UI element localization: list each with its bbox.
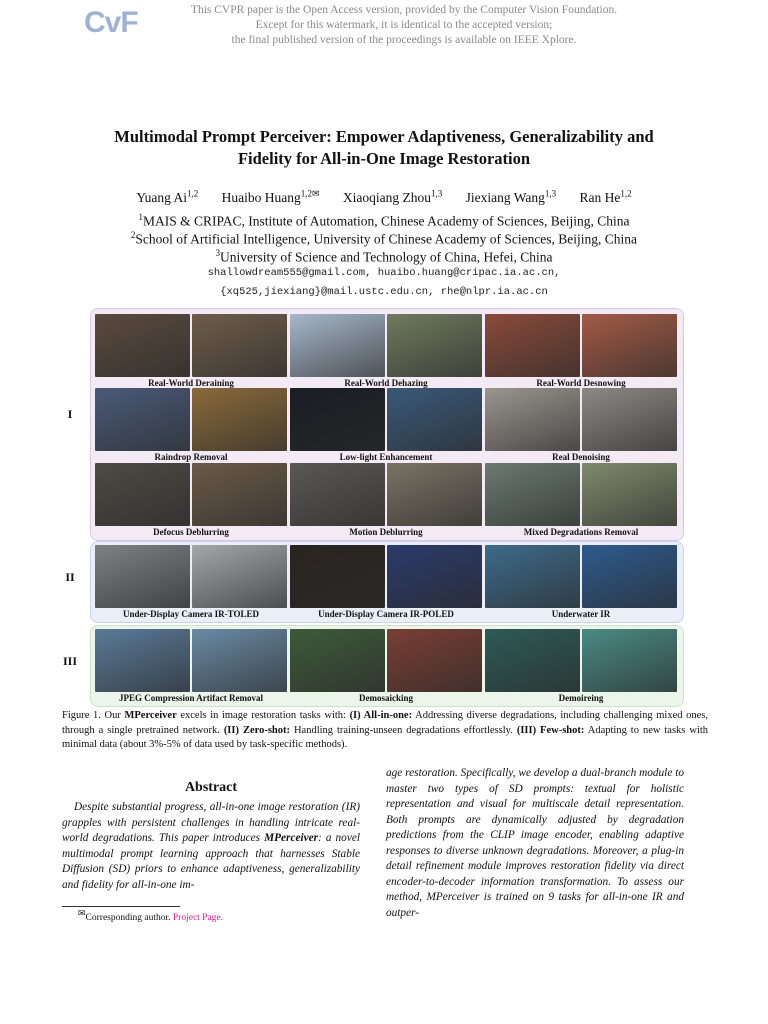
image-pair — [290, 314, 482, 377]
image-pair — [95, 545, 287, 608]
degraded-image — [485, 388, 580, 451]
author: Yuang Ai$^{1,2}$ — [136, 188, 199, 205]
figure-cell — [290, 629, 482, 703]
abstract-heading: Abstract — [184, 780, 238, 795]
task-caption: Real-World Desnowing — [536, 378, 626, 388]
author: Ran He$^{1,2}$ — [579, 188, 632, 205]
task-caption: Under-Display Camera IR-POLED — [318, 609, 454, 619]
degraded-image — [485, 629, 580, 692]
figure-caption: Figure 1. Our MPerceiver excels in image restoration tasks with: (I) All-in-one: Addressing diverse degradations, including challenging mixed ones, through a single pretrained network. (II) Zero-shot: Handling training-unseen degradations effortlessly. (III) Few-shot: Adapting to new tasks with minimal data (about 3%-5% of data used by task-specific methods). — [62, 710, 709, 750]
image-pair — [485, 545, 677, 608]
task-caption: Real-World Dehazing — [344, 378, 428, 388]
restored-image — [192, 388, 287, 451]
affiliation: $^3$University of Science and Technology of China, Hefei, China — [215, 248, 553, 265]
task-caption: Raindrop Removal — [154, 452, 228, 462]
affiliation: $^1$MAIS & CRIPAC, Institute of Automation, Chinese Academy of Sciences, Beijing, China — [138, 212, 630, 229]
figure-cell — [485, 545, 677, 619]
figure-cell — [290, 545, 482, 619]
degraded-image — [95, 388, 190, 451]
section-label: I — [67, 407, 73, 421]
figure-cell — [95, 463, 287, 537]
image-pair — [95, 629, 287, 692]
figure-cell — [485, 314, 677, 388]
restored-image — [582, 388, 677, 451]
degraded-image — [290, 545, 385, 608]
task-caption: Motion Deblurring — [349, 527, 423, 537]
restored-image — [582, 314, 677, 377]
abstract-text-left: Despite substantial progress, all-in-one image restoration (IR) grapples with persistent challenges in handling intricate real-world degradations. This paper introduces MPerceiver: a novel multimodal prompt learning approach that harnesses Stable Diffusion (SD) priors to enhance adaptiveness, generalizability and fidelity for all-in-one im- — [62, 801, 360, 891]
image-pair — [290, 388, 482, 451]
restored-image — [192, 629, 287, 692]
figure-cell — [95, 545, 287, 619]
task-caption: Under-Display Camera IR-TOLED — [122, 609, 259, 619]
cvf-logo: CvF — [84, 6, 138, 39]
task-caption: Underwater IR — [551, 609, 611, 619]
task-caption: Mixed Degradations Removal — [523, 527, 639, 537]
task-caption: Real-World Deraining — [148, 378, 234, 388]
open-access-watermark: This CVPR paper is the Open Access version, provided by the Computer Vision Foundation. Except for this watermark, it is identical to the accepted version; the final published version of the proceedings is available on IEEE Xplore. — [190, 4, 618, 46]
image-pair — [290, 463, 482, 526]
restored-image — [387, 388, 482, 451]
image-pair — [485, 314, 677, 377]
image-pair — [485, 629, 677, 692]
figure-cell — [95, 629, 287, 703]
figure-cell — [290, 388, 482, 462]
task-caption: Demosaicking — [359, 693, 413, 703]
abstract-text-right: age restoration. Specifically, we develop a dual-branch module to master two types of SD prompts: textual for holistic representation and visual for multiscale detail representation. Both prompts are dynamically adjusted by degradation predictions from the CLIP image encoder, enabling adaptive responses to diverse unknown degradations. Moreover, a plug-in detail refinement module improves restoration fidelity via direct encoder-to-decoder information transformation. To assess our method, MPerceiver is trained on 9 tasks for all-in-one IR and outper- — [386, 767, 684, 919]
degraded-image — [95, 463, 190, 526]
image-pair — [95, 388, 287, 451]
image-pair — [290, 545, 482, 608]
author-emails[interactable]: {xq525,jiexiang}@mail.ustc.edu.cn, rhe@nlpr.ia.ac.cn — [220, 286, 548, 298]
section-label: III — [62, 654, 77, 668]
image-pair — [485, 463, 677, 526]
figure-cell — [95, 388, 287, 462]
task-caption: Low-light Enhancement — [339, 452, 433, 462]
degraded-image — [290, 463, 385, 526]
restored-image — [387, 629, 482, 692]
restored-image — [387, 545, 482, 608]
task-caption: JPEG Compression Artifact Removal — [118, 693, 264, 703]
section-label: II — [65, 570, 75, 584]
author: Xiaoqiang Zhou$^{1,3}$ — [342, 188, 443, 205]
image-pair — [485, 388, 677, 451]
degraded-image — [485, 314, 580, 377]
restored-image — [192, 545, 287, 608]
author: Jiexiang Wang$^{1,3}$ — [465, 188, 557, 205]
task-caption: Real Denoising — [552, 452, 610, 462]
figure-cell — [290, 463, 482, 537]
degraded-image — [485, 463, 580, 526]
author-emails[interactable]: shallowdream555@gmail.com, huaibo.huang@cripac.ia.ac.cn, — [207, 267, 561, 279]
figure-cell — [485, 388, 677, 462]
paper-title: Multimodal Prompt Perceiver: Empower Adaptiveness, Generalizability and Fidelity for All-in-One Image Restoration — [114, 127, 654, 168]
degraded-image — [290, 314, 385, 377]
figure-cell — [485, 629, 677, 703]
author: Huaibo Huang$^{1,2✉}$ — [221, 188, 320, 205]
footnote-rule — [62, 906, 180, 907]
image-pair — [95, 314, 287, 377]
restored-image — [387, 463, 482, 526]
task-caption: Demoireing — [558, 693, 604, 703]
degraded-image — [485, 545, 580, 608]
degraded-image — [95, 629, 190, 692]
restored-image — [387, 314, 482, 377]
degraded-image — [95, 545, 190, 608]
footnote: ✉Corresponding author. Project Page. — [78, 908, 224, 924]
degraded-image — [95, 314, 190, 377]
restored-image — [582, 545, 677, 608]
project-page-link[interactable]: Project Page. — [172, 913, 224, 924]
degraded-image — [290, 629, 385, 692]
author-list — [40, 188, 728, 206]
restored-image — [192, 463, 287, 526]
restored-image — [582, 463, 677, 526]
degraded-image — [290, 388, 385, 451]
figure-cell — [485, 463, 677, 537]
image-pair — [95, 463, 287, 526]
affiliation: $^2$School of Artificial Intelligence, University of Chinese Academy of Sciences, Beijing, China — [130, 230, 638, 247]
figure-cell — [290, 314, 482, 388]
task-caption: Defocus Deblurring — [153, 527, 229, 537]
restored-image — [582, 629, 677, 692]
image-pair — [290, 629, 482, 692]
restored-image — [192, 314, 287, 377]
figure-cell — [95, 314, 287, 388]
